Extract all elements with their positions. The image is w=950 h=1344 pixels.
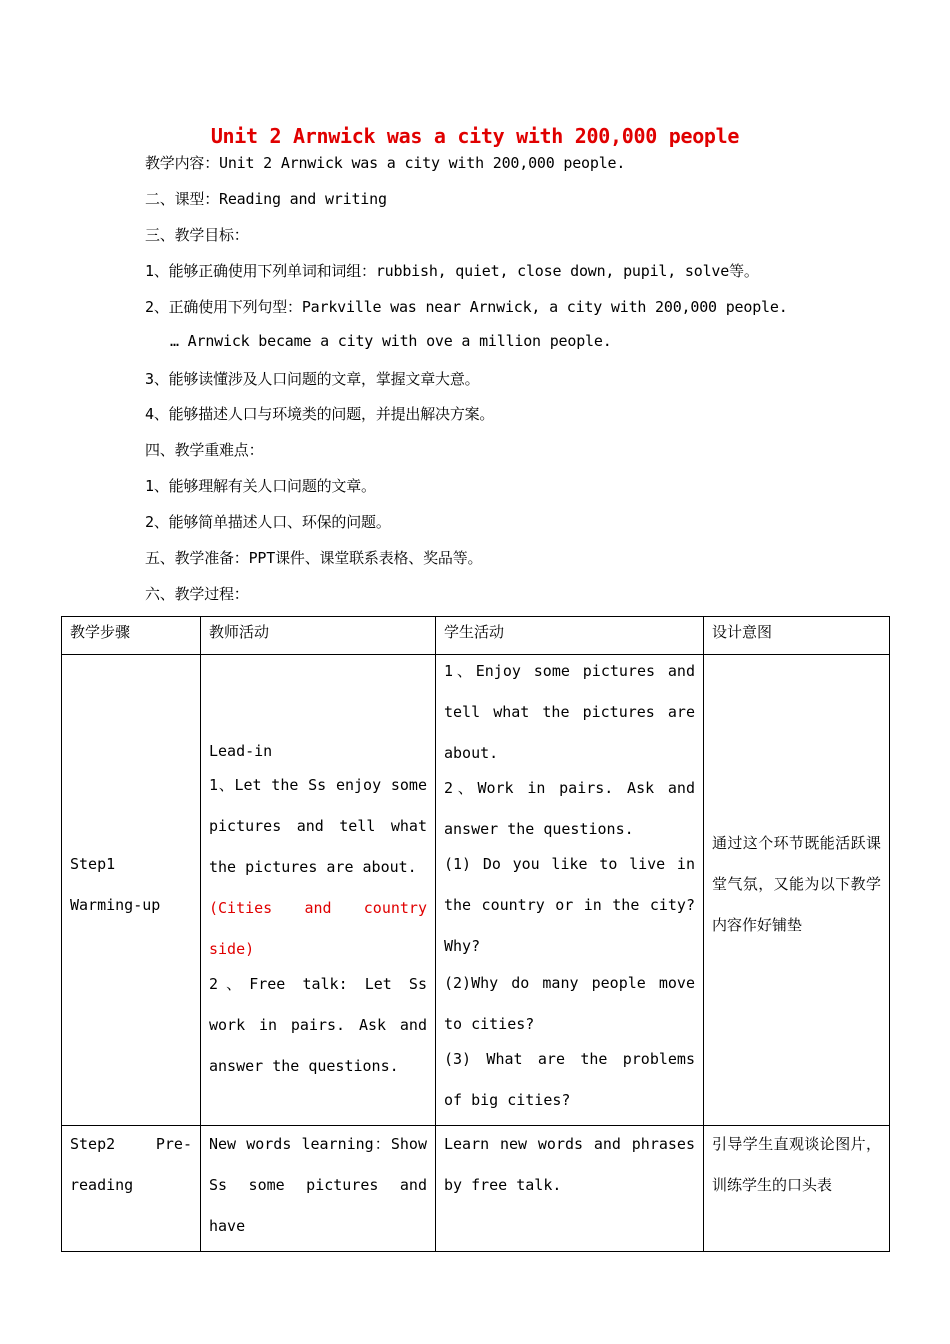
step1-student-cell xyxy=(436,655,704,1126)
step2-intent-cell xyxy=(704,1126,890,1252)
student-question-1: (1) Do you like to live in the country or in the city? Why? xyxy=(444,855,695,955)
step1-intent-cell xyxy=(704,655,890,1126)
step1-label: Step1 xyxy=(70,855,116,873)
objective-4: 4、能够描述人口与环境类的问题，并提出解决方案。 xyxy=(145,405,495,423)
header-student: 学生活动 xyxy=(436,617,704,655)
key-point-1: 1、能够理解有关人口问题的文章。 xyxy=(145,477,376,495)
step2-teacher-cell xyxy=(201,1126,436,1252)
header-teacher: 教师活动 xyxy=(201,617,436,655)
step2-cell xyxy=(62,1126,201,1252)
lesson-type-line: 二、课型：Reading and writing xyxy=(145,190,387,208)
teacher-activity-1-note: (Cities and country side) xyxy=(209,899,427,958)
table-row-step2 xyxy=(62,1126,890,1252)
step2-student: Learn new words and phrases by free talk. xyxy=(444,1135,695,1194)
teacher-activity-2: 2、Free talk: Let Ss work in pairs. Ask and answer the questions. xyxy=(209,975,427,1075)
step2-teacher: New words learning：Show Ss some pictures and have xyxy=(209,1135,427,1235)
student-question-2: (2)Why do many people move to cities? xyxy=(444,974,695,1033)
header-intent: 设计意图 xyxy=(704,617,890,655)
objectives-heading: 三、教学目标： xyxy=(145,226,249,244)
step2-student-cell xyxy=(436,1126,704,1252)
objective-1: 1、能够正确使用下列单词和词组：rubbish, quiet, close down, pupil, solve等。 xyxy=(145,262,759,280)
document-title: Unit 2 Arnwick was a city with 200,000 people xyxy=(210,124,740,148)
step1-cell xyxy=(62,655,201,1126)
student-question-3: (3) What are the problems of big cities? xyxy=(444,1050,695,1109)
student-activity-2: 2、Work in pairs. Ask and answer the questions. xyxy=(444,779,695,838)
process-heading: 六、教学过程： xyxy=(145,585,249,603)
table-header-row xyxy=(62,617,890,655)
objective-2-cont: … Arnwick became a city with ove a million people. xyxy=(170,332,612,350)
objective-3: 3、能够读懂涉及人口问题的文章，掌握文章大意。 xyxy=(145,370,480,388)
step1-name: Warming-up xyxy=(70,896,161,914)
content-line: 教学内容：Unit 2 Arnwick was a city with 200,000 people. xyxy=(145,154,626,172)
teacher-leadin: Lead-in xyxy=(209,742,273,760)
table-row-step1 xyxy=(62,655,890,1126)
teaching-process-table xyxy=(61,616,890,1252)
objective-2: 2、正确使用下列句型：Parkville was near Arnwick, a city with 200,000 people. xyxy=(145,298,788,316)
step1-teacher-cell xyxy=(201,655,436,1126)
key-points-heading: 四、教学重难点： xyxy=(145,441,264,459)
student-activity-1: 1、Enjoy some pictures and tell what the pictures are about. xyxy=(444,662,695,762)
teacher-activity-1 xyxy=(209,765,427,970)
step2-intent: 引导学生直观谈论图片，训练学生的口头表 xyxy=(712,1135,881,1194)
teacher-activity-1-text: 1、Let the Ss enjoy some pictures and tell what the pictures are about. xyxy=(209,776,427,876)
step1-intent: 通过这个环节既能活跃课堂气氛，又能为以下教学内容作好铺垫 xyxy=(712,833,881,934)
header-step: 教学步骤 xyxy=(62,617,201,655)
key-point-2: 2、能够简单描述人口、环保的问题。 xyxy=(145,513,391,531)
preparation-line: 五、教学准备：PPT课件、课堂联系表格、奖品等。 xyxy=(145,549,483,567)
step2-label: Step2 Pre-reading xyxy=(70,1135,192,1194)
